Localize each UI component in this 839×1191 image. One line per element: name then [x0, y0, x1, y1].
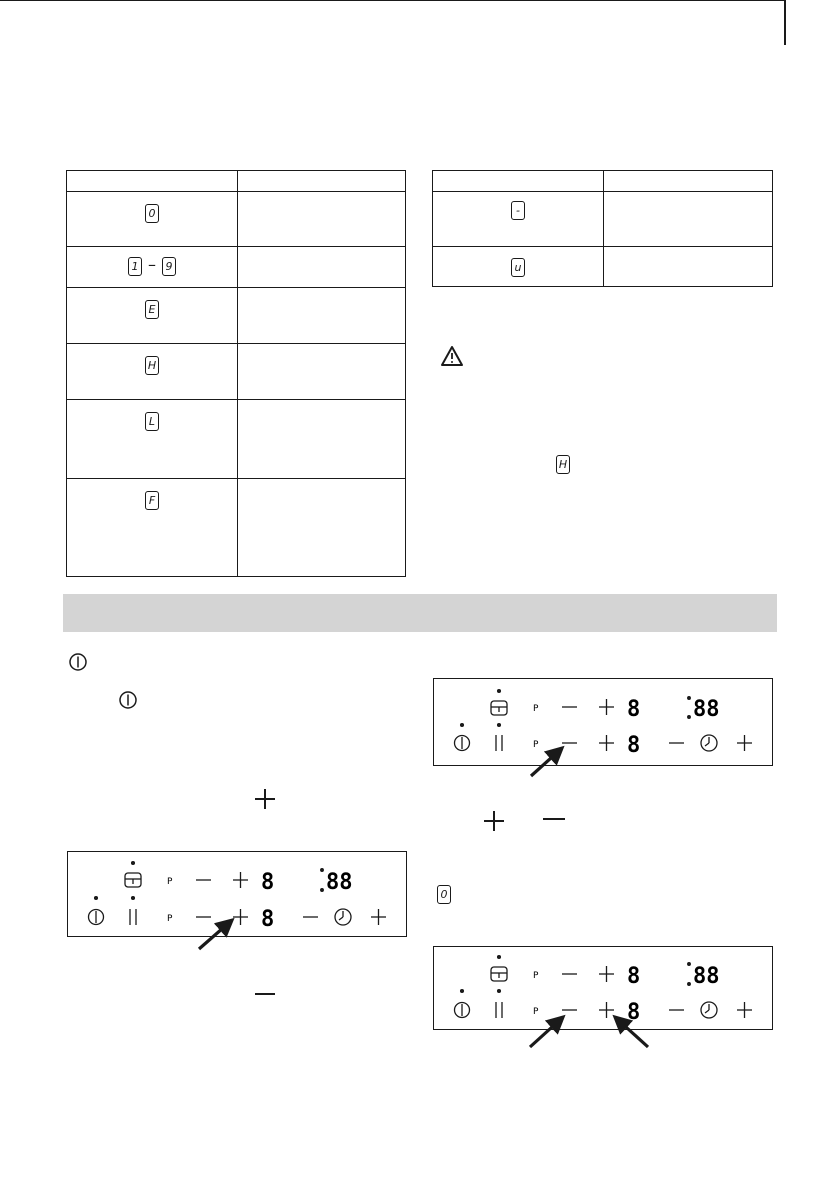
program-letter: P — [533, 740, 539, 750]
timer-display: 88 — [693, 697, 720, 722]
display-symbol: H — [145, 356, 159, 375]
panel-drawing — [434, 947, 772, 1029]
warning-triangle-icon — [440, 345, 464, 367]
display-symbol: 1 — [128, 257, 142, 276]
program-letter: P — [167, 914, 173, 924]
control-panel-diagram — [67, 851, 407, 937]
display-symbol: H — [556, 455, 570, 474]
program-letter: P — [533, 971, 539, 981]
display-symbol: F — [145, 491, 159, 510]
on-off-icon — [118, 690, 138, 710]
zone-display: 8 — [261, 907, 275, 932]
display-symbol: - — [511, 201, 525, 220]
indicator-table-left: 0 1 – 9 E H L F — [66, 170, 406, 577]
display-symbol: L — [145, 412, 159, 431]
timer-display: 88 — [693, 964, 720, 989]
on-off-icon — [68, 652, 88, 672]
display-symbol: u — [511, 258, 525, 277]
program-letter: P — [533, 704, 539, 714]
panel-drawing — [68, 852, 406, 936]
zone-display: 8 — [627, 964, 641, 989]
display-symbol: 0 — [437, 885, 451, 904]
zone-display: 8 — [627, 1000, 641, 1025]
zone-display: 8 — [261, 870, 275, 895]
plus-icon — [254, 788, 276, 810]
display-symbol: 0 — [145, 204, 159, 223]
section-heading-band — [63, 594, 777, 632]
minus-icon — [542, 812, 566, 826]
zone-display: 8 — [627, 733, 641, 758]
zone-display: 8 — [627, 697, 641, 722]
display-symbol: E — [145, 300, 159, 319]
display-symbol: 9 — [162, 257, 176, 276]
program-letter: P — [167, 877, 173, 887]
plus-icon — [483, 810, 505, 832]
minus-icon — [254, 988, 276, 1000]
indicator-table-right — [432, 170, 773, 287]
panel-drawing — [434, 679, 772, 765]
control-panel-diagram — [433, 946, 773, 1030]
timer-display: 88 — [326, 870, 353, 895]
program-letter: P — [533, 1007, 539, 1017]
control-panel-diagram — [433, 678, 773, 766]
